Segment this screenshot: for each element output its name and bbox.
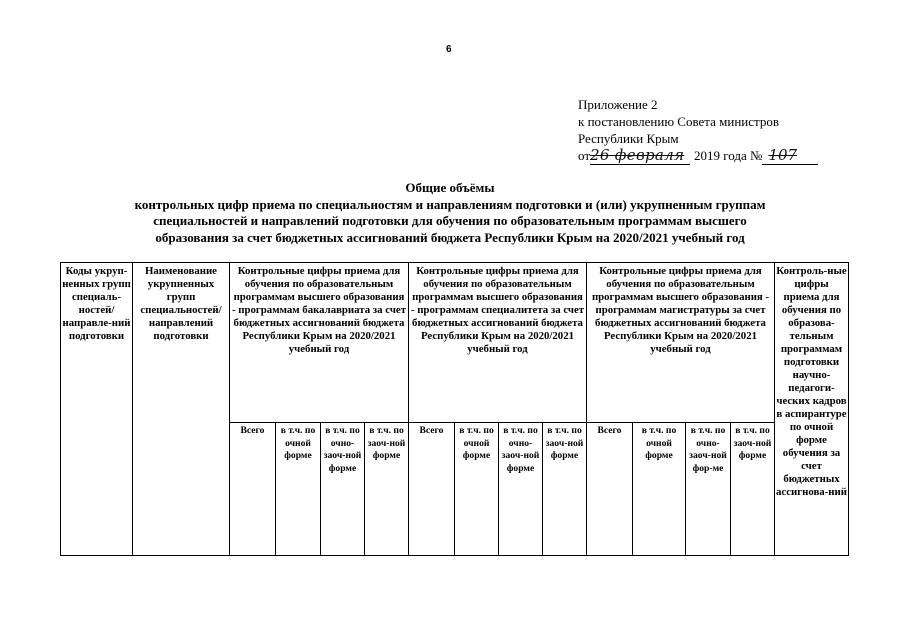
appendix-date-line bbox=[578, 147, 868, 165]
header-aspirant: Контроль-ные цифры приема для обучения по образова-тельным программам подготовки научно-педагоги-ческих кадров в аспирантуре по очной форме обучения за счет бюджетных ассигнова-ний bbox=[775, 263, 849, 556]
document-heading bbox=[100, 180, 800, 246]
appendix-title: Приложение 2 bbox=[578, 97, 658, 112]
master-total: Всего bbox=[587, 423, 633, 556]
date-prefix: от bbox=[578, 148, 591, 163]
bachelor-parttime: в т.ч. по очно-заоч-ной форме bbox=[321, 423, 365, 556]
header-names: Наименование укрупненных групп специальностей/ направлений подготовки bbox=[133, 263, 230, 556]
handwritten-date: 26 февраля bbox=[590, 147, 690, 165]
specialist-total: Всего bbox=[409, 423, 455, 556]
master-fulltime: в т.ч. по очной форме bbox=[633, 423, 686, 556]
bachelor-fulltime: в т.ч. по очной форме bbox=[276, 423, 321, 556]
heading-title: Общие объёмы bbox=[405, 180, 495, 195]
header-bachelor: Контрольные цифры приема для обучения по образовательным программам высшего образования - программам бакалавриата за счет бюджетных ассигнований бюджета Республики Крым на 2020/2021 учебный год bbox=[230, 263, 409, 423]
appendix-republic: Республики Крым bbox=[578, 131, 679, 146]
bachelor-total: Всего bbox=[230, 423, 276, 556]
header-codes: Коды укруп-ненных групп специаль-ностей/ направле-ний подготовки bbox=[61, 263, 133, 556]
specialist-parttime: в т.ч. по очно-заоч-ной форме bbox=[499, 423, 543, 556]
heading-line-2: контрольных цифр приема по специальностям и направлениям подготовки и (или) укрупненным группам bbox=[134, 196, 766, 212]
master-extramural: в т.ч. по заоч-ной форме bbox=[731, 423, 775, 556]
year-text: 2019 года № bbox=[694, 148, 763, 163]
specialist-fulltime: в т.ч. по очной форме bbox=[455, 423, 499, 556]
bachelor-extramural: в т.ч. по заоч-ной форме bbox=[365, 423, 409, 556]
heading-line-3: специальностей и направлений подготовки для обучения по образовательным программам высшего bbox=[153, 213, 747, 228]
header-master: Контрольные цифры приема для обучения по образовательным программам высшего образования - программам магистратуры за счет бюджетных ассигнований бюджета Республики Крым на 2020/2021 учебный год bbox=[587, 263, 775, 423]
header-specialist: Контрольные цифры приема для обучения по образовательным программам высшего образования - программам специалитета за счет бюджетных ассигнований бюджета Республики Крым на 2020/2021 учебный год bbox=[409, 263, 587, 423]
appendix-resolution: к постановлению Совета министров bbox=[578, 114, 779, 129]
master-parttime: в т.ч. по очно-заоч-ной фор-ме bbox=[686, 423, 731, 556]
appendix-block bbox=[578, 96, 868, 165]
quota-table bbox=[60, 262, 849, 556]
page-number: 6 bbox=[446, 44, 452, 55]
specialist-extramural: в т.ч. по заоч-ной форме bbox=[543, 423, 587, 556]
handwritten-number: 107 bbox=[762, 147, 818, 165]
heading-line-4: образования за счет бюджетных ассигнований бюджета Республики Крым на 2020/2021 учебный год bbox=[155, 229, 745, 245]
